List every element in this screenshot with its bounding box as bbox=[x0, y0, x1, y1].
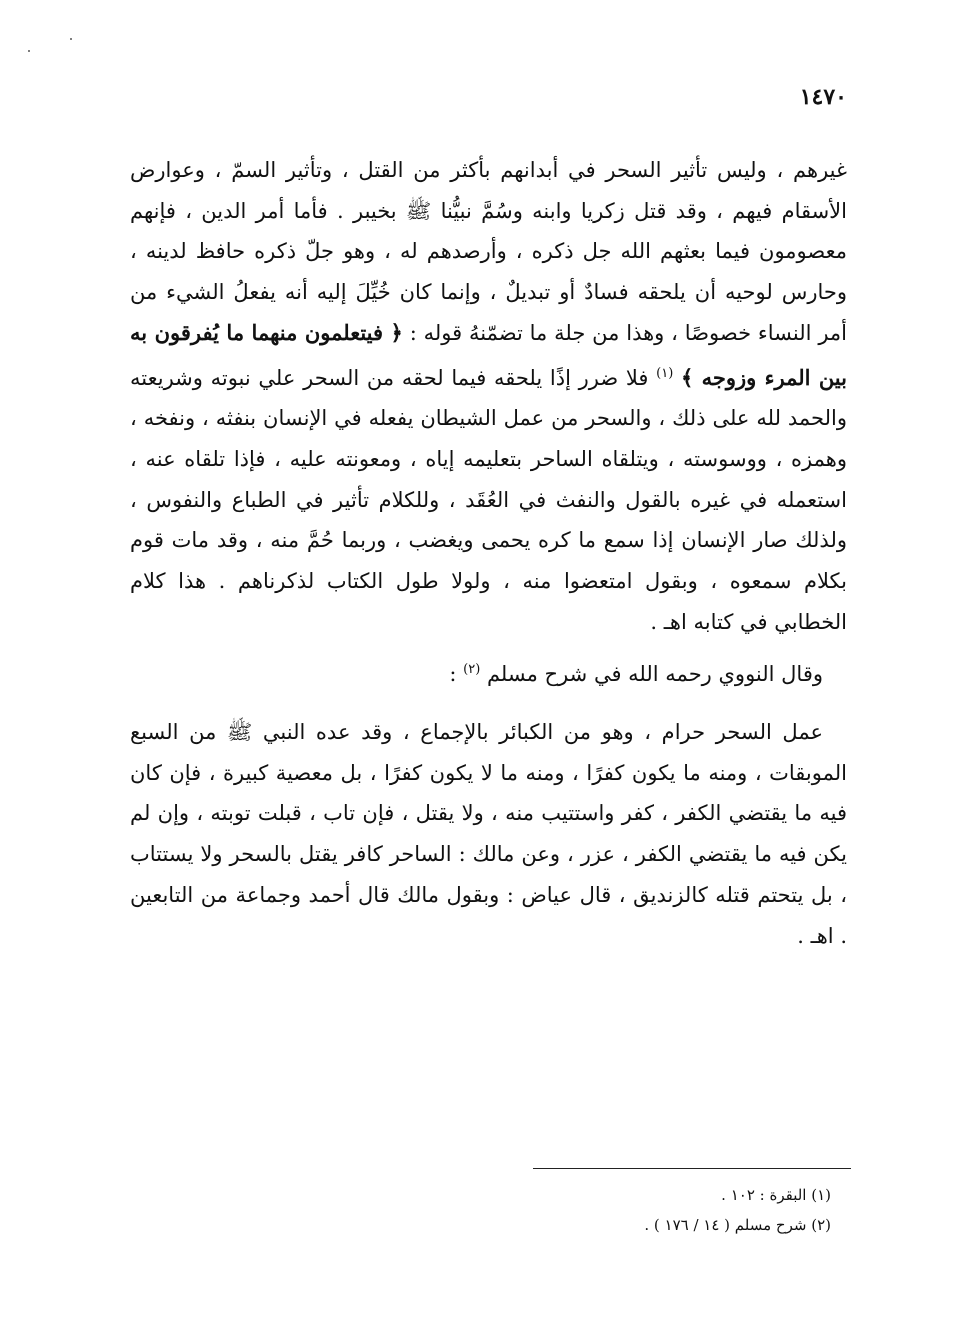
paragraph-2-suffix: : bbox=[449, 662, 457, 686]
paragraph-3-text: عمل السحر حرام ، وهو من الكبائر بالإجماع ، وقد عده النبي ﷺ من السبع الموبقات ، ومنه ما يكون كفرًا ، ومنه ما لا يكون كفرًا ، بل معصية كبيرة ، فإن كان فيه ما يقتضي الكفر ، كفر واستتيب منه ، ولا يقتل ، فإن تاب ، قبلت توبته ، وإن لم يكن فيه ما يقتضي الكفر ، عزر ، وعن مالك : الساحر كافر يقتل بالسحر ولا يستتاب ، بل يتحتم قتله كالزنديق ، قال عياض : وبقول مالك قال أحمد وجماعة من التابعين . اهـ . bbox=[130, 720, 847, 948]
paragraph-1-text: غيرهم ، وليس تأثير السحر في أبدانهم بأكثر من القتل ، وتأثير السمّ ، وعوارض الأسقام فيهم ، وقد قتل زكريا وابنه وسُمَّ نبيُّنا ﷺ بخيبر . فأما أمر الدين ، فإنهم معصومون فيما بعثهم الله جل ذكره ، وأرصدهم له ، وهو جلّ ذكره حافظ لدينه ، وحارس لوحيه أن يلحقه فسادٌ أو تبديلٌ ، وإنما كان خُيِّلَ إليه أنه يفعلُ الشيء من أمر النساء خصوصًا ، وهذا من جلة ما تضمّنهُ قوله : bbox=[130, 158, 847, 345]
paragraph-2 bbox=[130, 650, 847, 695]
scan-speck bbox=[28, 50, 30, 52]
page-number: ١٤٧٠ bbox=[799, 84, 847, 110]
footnote-divider bbox=[533, 1168, 851, 1169]
footnote-ref-2: (٢) bbox=[463, 662, 481, 677]
footnotes bbox=[331, 1180, 831, 1240]
paragraph-2-text: وقال النووي رحمه الله في شرح مسلم bbox=[486, 662, 823, 686]
paragraph-1-continuation: فلا ضرر إذًا يلحقه فيما لحقه من السحر علي نبوته وشريعته والحمد لله على ذلك ، والسحر من عمل الشيطان يفعله في الإنسان بنفثه ، ونفخه ، وهمزه ، ووسوسته ، ويتلقاه الساحر بتعليمه إياه ، ومعونته عليه ، فإذا تلقاه عنه ، استعمله في غيره بالقول والنفث في العُقَد ، وللكلام تأثير في الطباع والنفوس ، ولذلك صار الإنسان إذا سمع ما كره يحمى ويغضب ، وربما حُمَّ منه ، وقد مات قوم بكلام سمعوه ، وبقول امتعضوا منه ، ولولا طول الكتاب لذكرناهم . هذا كلام الخطابي في كتابه اهـ . bbox=[130, 365, 847, 634]
footnote-ref-1: (١) bbox=[656, 365, 674, 381]
footnote-1: (١) البقرة : ١٠٢ . bbox=[721, 1186, 831, 1204]
paragraph-3 bbox=[130, 712, 847, 956]
scan-speck bbox=[70, 38, 72, 40]
quran-quote: ﴿ فيتعلمون منهما ما يُفرقون به بين المرء وزوجه ﴾ bbox=[130, 319, 847, 390]
footnote-2: (٢) شرح مسلم ( ١٤ / ١٧٦ ) . bbox=[644, 1216, 831, 1234]
paragraph-1 bbox=[130, 150, 847, 642]
